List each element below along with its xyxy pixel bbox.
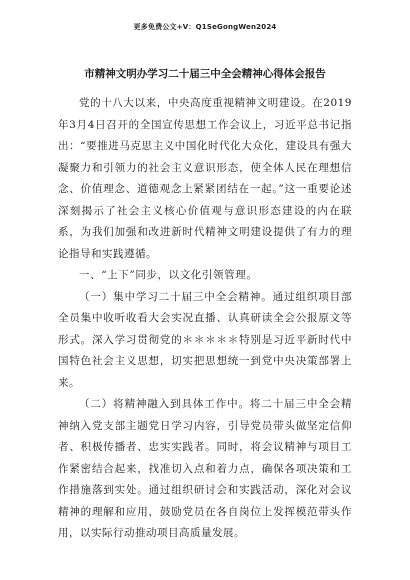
intro-paragraph: 党的十八大以来，中央高度重视精神文明建设。在2019年3月4日召开的全国宣传思想工作会议上，习近平总书记指出：“要推进马克思主义中国化时代化大众化，建设具有强大凝聚力和引领力的社会主义意识形态，使全体人民在理想信念、价值理念、道德观念上紧紧团结在一起。”这一重要论述深刻揭示了社会主义核心价值观与意识形态建设的内在联系，为我们加强和改进新时代精神文明建设提供了有力的理论指导和实践遵循。 [58, 97, 352, 260]
document-title: 市精神文明办学习二十届三中全会精神心得体会报告 [84, 68, 326, 80]
section-heading: 一、“上下”同步，以文化引领管理。 [79, 269, 258, 281]
paragraph-subsection-1: （一）集中学习二十届三中全会精神。通过组织项目部全员集中收听收看大会实况直播、认真研读全会公报原文等形式。深入学习贯彻党的＊＊＊＊＊特别是习近平新时代中国特色社会主义思想，切实把思想统一到党中央决策部署上来。 [58, 290, 352, 389]
paragraph-subsection-2: （二）将精神融入到具体工作中。将二十届三中全会精神纳入党支部主题党日学习内容，引导党员带头做坚定信仰者、积极传播者、忠实实践者。同时，将会议精神与项目工作紧密结合起来，找准切入点和着力点，确保各项决策和工作措施落到实处。通过组织研讨会和实践活动，深化对会议精神的理解和应用，鼓励党员在各自岗位上发挥模范带头作用，以实际行动推动项目高质量发展。 [58, 398, 352, 539]
watermark-text: 更多免费公文+V：Q1SeGongWen2024 [133, 23, 277, 31]
